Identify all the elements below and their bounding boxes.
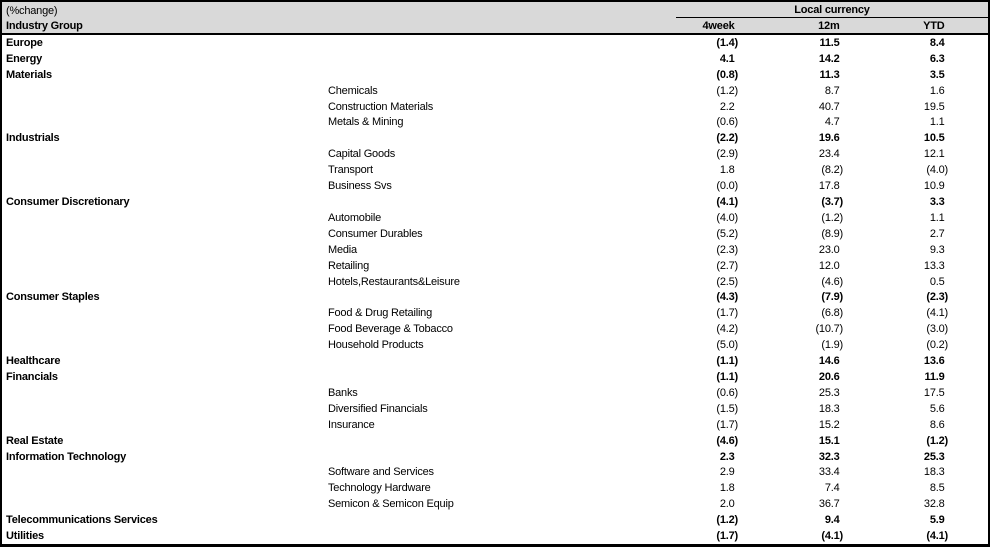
row-label: Real Estate: [6, 434, 64, 447]
value-cell: 32.8: [923, 498, 945, 511]
value-cell: 25.3: [818, 386, 840, 399]
value-cell: (10.7): [815, 323, 843, 336]
value-cell: 1.6: [929, 84, 945, 97]
row-label: Household Products: [328, 339, 424, 352]
value-cell: 7.4: [824, 482, 840, 495]
value-cell: (2.2): [716, 132, 738, 145]
table-row: [2, 162, 988, 178]
row-label: Retailing: [328, 259, 370, 272]
table-row: [2, 210, 988, 226]
value-cell: (8.9): [821, 227, 843, 240]
table-row: [2, 480, 988, 496]
table-row: [2, 226, 988, 242]
value-cell: 25.3: [923, 450, 945, 463]
value-cell: 12.0: [818, 259, 840, 272]
table-row: [2, 305, 988, 321]
value-cell: 2.7: [929, 227, 945, 240]
table-row: [2, 258, 988, 274]
table-row: [2, 146, 988, 162]
table-row: [2, 337, 988, 353]
value-cell: (2.9): [716, 148, 738, 161]
table-row: [2, 115, 988, 131]
value-cell: 8.6: [929, 418, 945, 431]
local-currency-header: [676, 3, 988, 18]
table-row: [2, 290, 988, 306]
table-row: [2, 353, 988, 369]
value-cell: 4.7: [824, 116, 840, 129]
row-label: Media: [328, 243, 357, 256]
value-cell: (1.1): [716, 355, 738, 368]
row-label: Banks: [328, 386, 358, 399]
value-cell: 1.8: [719, 482, 735, 495]
value-cell: 11.3: [819, 68, 840, 81]
percent-change-label: (%change): [6, 5, 58, 17]
value-cell: 2.2: [719, 100, 735, 113]
value-cell: 8.4: [929, 36, 945, 49]
value-cell: (1.9): [821, 339, 843, 352]
value-cell: 15.1: [818, 434, 840, 447]
table-row: [2, 528, 988, 544]
value-cell: (6.8): [821, 307, 843, 320]
value-cell: 3.5: [929, 68, 945, 81]
value-cell: 23.0: [818, 243, 840, 256]
value-cell: 10.9: [923, 180, 945, 193]
row-label: Europe: [6, 36, 43, 49]
row-label: Business Svs: [328, 180, 392, 193]
value-cell: 8.5: [929, 482, 945, 495]
column-header-ytd: YTD: [923, 19, 945, 32]
value-cell: 1.1: [929, 116, 945, 129]
value-cell: 14.6: [818, 355, 840, 368]
value-cell: (0.6): [716, 116, 738, 129]
value-cell: (2.3): [716, 243, 738, 256]
value-cell: 5.9: [929, 514, 945, 527]
row-label: Insurance: [328, 418, 375, 431]
value-cell: 2.3: [719, 450, 735, 463]
value-cell: 6.3: [929, 52, 945, 65]
value-cell: 36.7: [818, 498, 840, 511]
value-cell: (1.5): [716, 402, 738, 415]
table-row: [2, 433, 988, 449]
value-cell: 13.6: [923, 355, 945, 368]
row-label: Chemicals: [328, 84, 378, 97]
value-cell: (0.6): [716, 386, 738, 399]
value-cell: (0.8): [716, 68, 738, 81]
value-cell: 2.0: [719, 498, 735, 511]
row-label: Energy: [6, 52, 43, 65]
row-label: Food & Drug Retailing: [328, 307, 433, 320]
value-cell: (4.1): [716, 196, 738, 209]
value-cell: (1.2): [926, 434, 948, 447]
value-cell: 1.8: [719, 164, 735, 177]
value-cell: 11.5: [819, 36, 840, 49]
local-currency-label: Local currency: [794, 4, 870, 16]
row-label: Financials: [6, 370, 58, 383]
table-row: [2, 417, 988, 433]
value-cell: (1.7): [716, 418, 738, 431]
row-label: Information Technology: [6, 450, 127, 463]
row-label: Food Beverage & Tobacco: [328, 323, 453, 336]
row-label: Construction Materials: [328, 100, 434, 113]
table-header: [2, 2, 988, 35]
row-label: Capital Goods: [328, 148, 396, 161]
value-cell: (1.7): [716, 530, 738, 543]
table-row: [2, 512, 988, 528]
value-cell: 13.3: [923, 259, 945, 272]
value-cell: (4.1): [821, 530, 843, 543]
table-row: [2, 449, 988, 465]
value-cell: 17.8: [818, 180, 840, 193]
value-cell: (2.5): [716, 275, 738, 288]
table-row: [2, 496, 988, 512]
value-cell: 0.5: [929, 275, 945, 288]
row-label: Utilities: [6, 530, 44, 543]
table-row: [2, 385, 988, 401]
table-body: [2, 35, 988, 544]
value-cell: 11.9: [924, 370, 945, 383]
value-cell: 18.3: [923, 466, 945, 479]
value-cell: 17.5: [923, 386, 945, 399]
value-cell: 18.3: [818, 402, 840, 415]
value-cell: 5.6: [929, 402, 945, 415]
value-cell: (0.2): [926, 339, 948, 352]
value-cell: (4.2): [716, 323, 738, 336]
value-cell: (4.1): [926, 307, 948, 320]
value-cell: (7.9): [821, 291, 843, 304]
value-cell: (5.2): [716, 227, 738, 240]
value-cell: 15.2: [818, 418, 840, 431]
industry-group-header: Industry Group: [6, 19, 83, 32]
value-cell: 9.4: [824, 514, 840, 527]
value-cell: 19.6: [818, 132, 840, 145]
table-row: [2, 35, 988, 51]
value-cell: 10.5: [923, 132, 945, 145]
table-row: [2, 51, 988, 67]
table-row: [2, 369, 988, 385]
value-cell: (4.6): [821, 275, 843, 288]
row-label: Healthcare: [6, 355, 61, 368]
row-label: Semicon & Semicon Equip: [328, 498, 454, 511]
table-row: [2, 99, 988, 115]
row-label: Software and Services: [328, 466, 434, 479]
row-label: Industrials: [6, 132, 60, 145]
value-cell: (4.6): [716, 434, 738, 447]
value-cell: (1.1): [716, 370, 738, 383]
value-cell: 8.7: [824, 84, 840, 97]
row-label: Metals & Mining: [328, 116, 404, 129]
value-cell: 2.9: [719, 466, 735, 479]
value-cell: 32.3: [818, 450, 840, 463]
table-row: [2, 130, 988, 146]
value-cell: (4.3): [716, 291, 738, 304]
value-cell: (1.4): [716, 36, 738, 49]
value-cell: 20.6: [818, 370, 840, 383]
value-cell: (1.2): [716, 514, 738, 527]
row-label: Materials: [6, 68, 52, 81]
value-cell: (1.7): [716, 307, 738, 320]
value-cell: (5.0): [716, 339, 738, 352]
value-cell: 1.1: [929, 211, 945, 224]
row-label: Transport: [328, 164, 373, 177]
value-cell: (3.7): [821, 196, 843, 209]
value-cell: 4.1: [719, 52, 735, 65]
row-label: Telecommunications Services: [6, 514, 158, 527]
table-row: [2, 194, 988, 210]
value-cell: 12.1: [923, 148, 945, 161]
table-row: [2, 401, 988, 417]
table-row: [2, 178, 988, 194]
row-label: Diversified Financials: [328, 402, 428, 415]
value-cell: 9.3: [929, 243, 945, 256]
table-row: [2, 83, 988, 99]
row-label: Automobile: [328, 211, 382, 224]
column-header-12m: 12m: [818, 19, 840, 32]
row-label: Consumer Durables: [328, 227, 423, 240]
table-row: [2, 464, 988, 480]
value-cell: 33.4: [818, 466, 840, 479]
row-label: Hotels,Restaurants&Leisure: [328, 275, 460, 288]
value-cell: (2.3): [926, 291, 948, 304]
value-cell: (1.2): [821, 211, 843, 224]
value-cell: (0.0): [716, 180, 738, 193]
value-cell: 23.4: [818, 148, 840, 161]
value-cell: (4.1): [926, 530, 948, 543]
value-cell: 19.5: [923, 100, 945, 113]
value-cell: (1.2): [716, 84, 738, 97]
value-cell: (3.0): [926, 323, 948, 336]
row-label: Consumer Staples: [6, 291, 100, 304]
value-cell: (4.0): [716, 211, 738, 224]
header-row-2: [2, 18, 988, 33]
table-row: [2, 242, 988, 258]
value-cell: 14.2: [818, 52, 840, 65]
row-label: Technology Hardware: [328, 482, 431, 495]
column-header-4week: 4week: [702, 19, 735, 32]
row-label: Consumer Discretionary: [6, 196, 130, 209]
header-row-1: [2, 2, 988, 18]
value-cell: (2.7): [716, 259, 738, 272]
value-cell: 40.7: [818, 100, 840, 113]
table-row: [2, 274, 988, 290]
value-cell: (4.0): [926, 164, 948, 177]
value-cell: 3.3: [929, 196, 945, 209]
value-cell: (8.2): [821, 164, 843, 177]
table-row: [2, 321, 988, 337]
table-row: [2, 67, 988, 83]
